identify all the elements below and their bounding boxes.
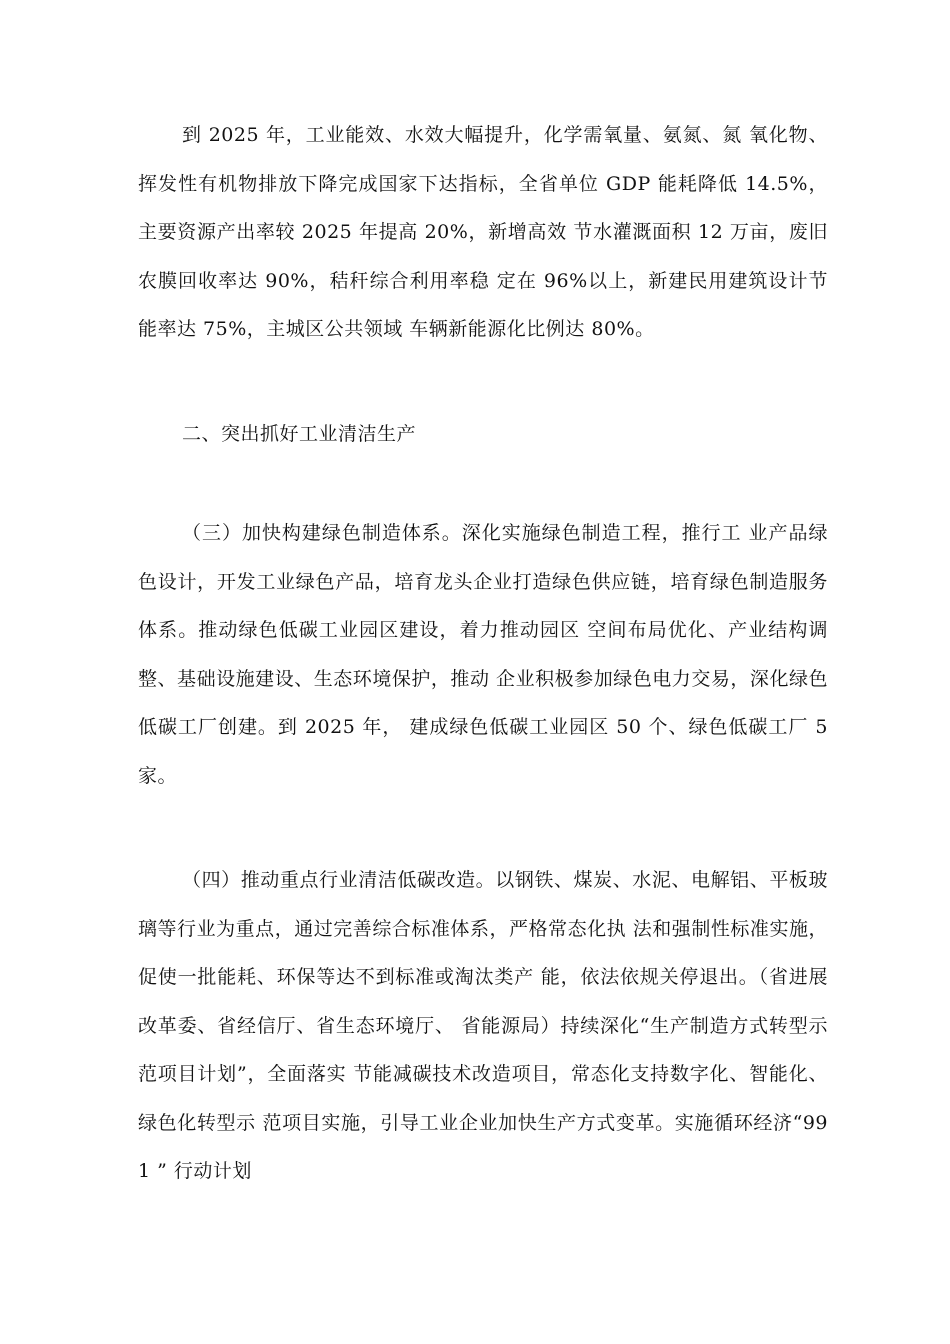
paragraph-targets-2025: 到 2025 年，工业能效、水效大幅提升，化学需氧量、氨氮、氮 氧化物、挥发性有机物排放下降完成国家下达指标，全省单位 GDP 能耗降低 14.5%，主要资源产出率较 2025 年提高 20%，新增高效 节水灌溉面积 12 万亩，废旧农膜回收率达 90%，秸秆综合利用率稳 定在 96%以上，新建民用建筑设计节能率达 75%，主城区公共领域 车辆新能源化比例达 80%。 xyxy=(138,124,828,340)
paragraph-green-manufacturing: （三）加快构建绿色制造体系。深化实施绿色制造工程，推行工 业产品绿色设计，开发工业绿色产品，培育龙头企业打造绿色供应链，培育绿色制造服务体系。推动绿色低碳工业园区建设，着力推动园区 空间布局优化、产业结构调整、基础设施建设、生态环境保护，推动 企业积极参加绿色电力交易，深化绿色低碳工厂创建。到 2025 年， 建成绿色低碳工业园区 50 个、绿色低碳工厂 5 家。 xyxy=(138,522,828,787)
paragraph-key-industries: （四）推动重点行业清洁低碳改造。以钢铁、煤炭、水泥、电解铝、平板玻璃等行业为重点，通过完善综合标准体系，严格常态化执 法和强制性标准实施，促使一批能耗、环保等达不到标准或淘汰类产 能，依法依规关停退出。（省进展改革委、省经信厅、省生态环境厅、 省能源局）持续深化“生产制造方式转型示范项目计划”，全面落实 节能减碳技术改造项目，常态化支持数字化、智能化、绿色化转型示 范项目实施，引导工业企业加快生产方式变革。实施循环经济“991 ” 行动计划 xyxy=(138,869,828,1182)
section-heading: 二、突出抓好工业清洁生产 xyxy=(182,423,417,445)
